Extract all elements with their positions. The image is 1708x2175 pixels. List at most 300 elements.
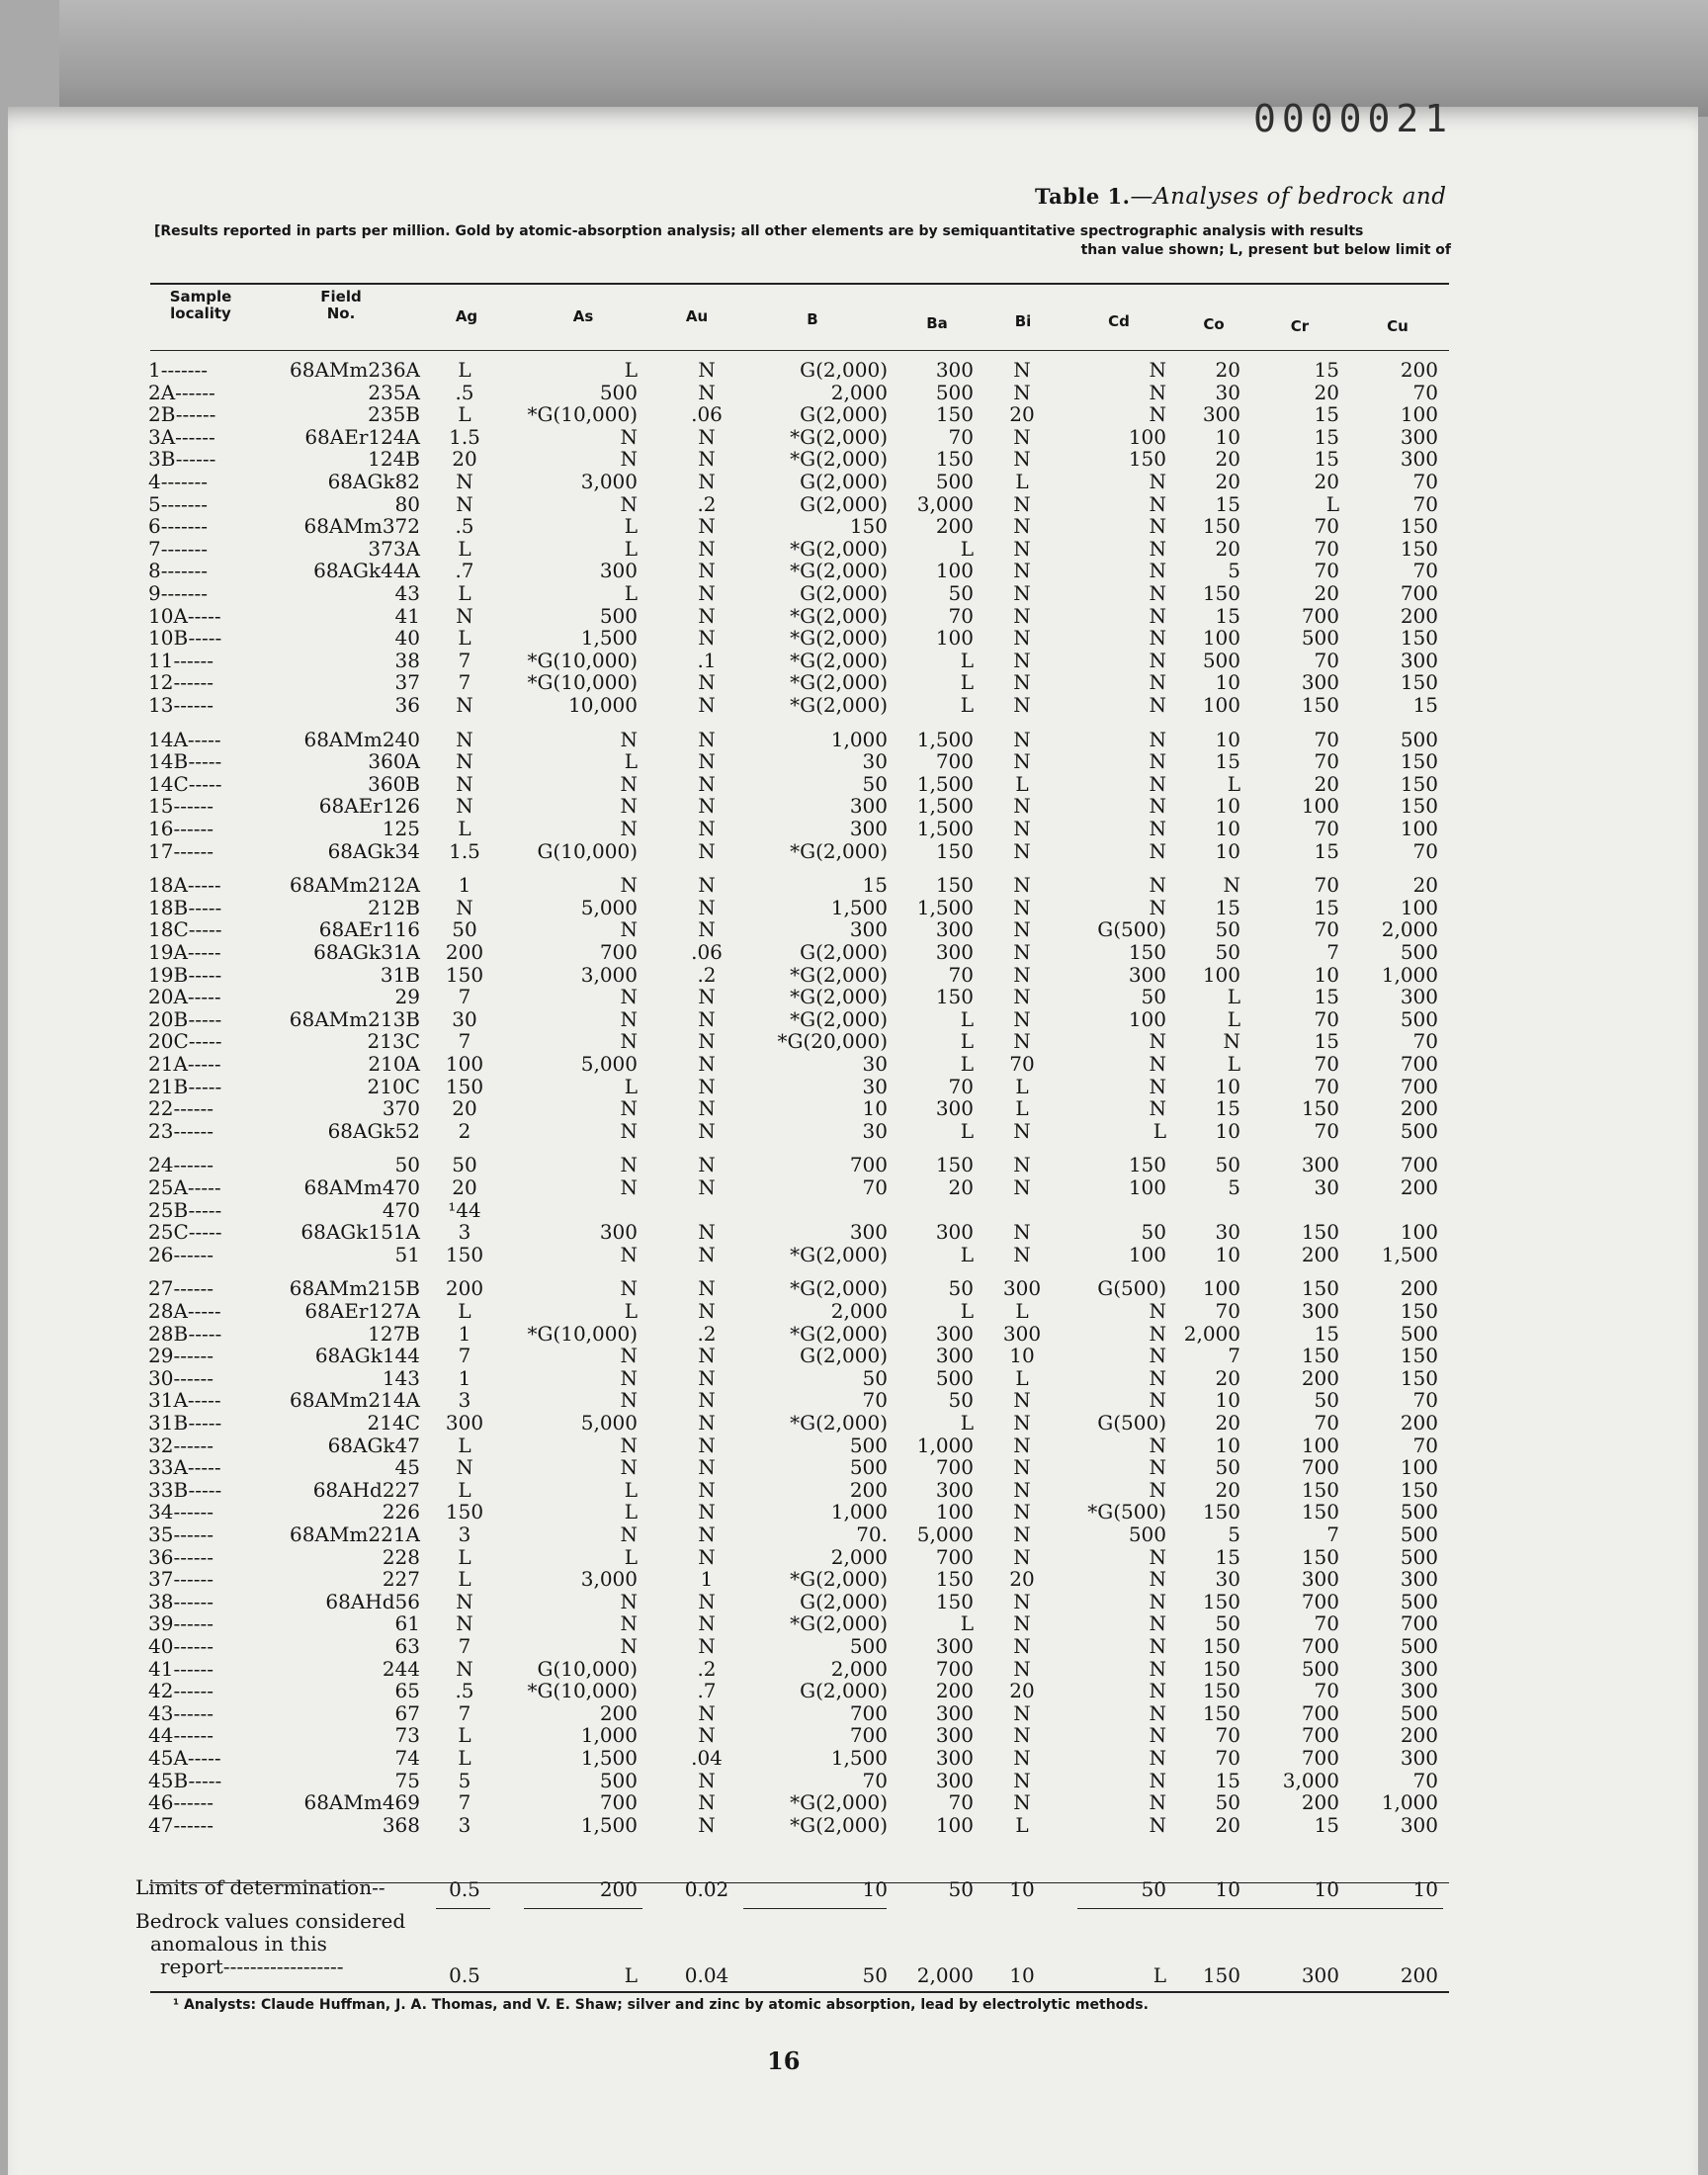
cell-sample: 10B-----: [148, 626, 222, 650]
cell-au: N: [698, 1701, 716, 1725]
cell-cu: 500: [1400, 1590, 1438, 1613]
cell-bi: N: [1013, 940, 1031, 964]
cell-au: N: [698, 1388, 716, 1412]
cell-bi: N: [1013, 1220, 1031, 1244]
cell-cd: N: [1149, 514, 1166, 538]
cell-cd: N: [1149, 670, 1166, 694]
table-row: [0, 1389, 1708, 1411]
cell-as: N: [620, 985, 638, 1008]
cell-cd: N: [1149, 1344, 1166, 1367]
cell-as: N: [620, 1344, 638, 1367]
table-bottom-rule: [150, 1991, 1449, 1993]
cell-sample: 14B-----: [148, 749, 222, 773]
cell-au: N: [698, 817, 716, 840]
cell-au: N: [698, 728, 716, 751]
cell-ba: 5,000: [916, 1522, 974, 1546]
cell-ba: L: [960, 1029, 974, 1053]
cell-bi: N: [1013, 1790, 1031, 1814]
header-field-line2: No.: [326, 304, 356, 322]
cell-as: 300: [599, 559, 638, 582]
cell-as: 1,500: [580, 1813, 638, 1837]
cell-cu: 150: [1400, 1478, 1438, 1502]
header-field-line1: Field: [320, 288, 362, 305]
cell-cd: N: [1149, 873, 1166, 897]
table-row: [0, 1523, 1708, 1545]
cell-bi: N: [1013, 917, 1031, 941]
cell-b: 30: [862, 749, 888, 773]
cell-co: 20: [1215, 447, 1240, 471]
cell-field: 50: [394, 1153, 420, 1176]
cell-bi: L: [1015, 1096, 1029, 1120]
cell-cu: 200: [1400, 1276, 1438, 1300]
cell-as: 1,000: [580, 1723, 638, 1747]
cell-cr: 700: [1301, 1746, 1339, 1770]
cell-cr: 10: [1314, 963, 1339, 987]
cell-cr: 70: [1314, 1052, 1339, 1076]
cell-ag: 150: [445, 1075, 484, 1098]
cell-b: G(2,000): [800, 492, 888, 516]
cell-cr: 70: [1314, 1611, 1339, 1635]
cell-as: 1,500: [580, 1746, 638, 1770]
cell-as: N: [620, 1366, 638, 1390]
cell-cd: N: [1149, 1052, 1166, 1076]
cell-ag: L: [458, 626, 471, 650]
cell-field: 68AGk82: [327, 470, 420, 493]
cell-ba: 300: [935, 940, 974, 964]
cell-cd: N: [1149, 1590, 1166, 1613]
cell-as: 3,000: [580, 470, 638, 493]
cell-bi: N: [1013, 1590, 1031, 1613]
cell-co: 20: [1215, 1366, 1240, 1390]
cell-bi: N: [1013, 1746, 1031, 1770]
limits-rule-ag: [436, 1908, 490, 1909]
anomalous-cr: 300: [1301, 1963, 1339, 1987]
cell-ag: 7: [458, 1634, 471, 1658]
cell-field: 36: [394, 693, 420, 717]
cell-bi: N: [1013, 896, 1031, 919]
cell-co: 10: [1215, 728, 1240, 751]
cell-bi: N: [1013, 537, 1031, 561]
cell-ag: L: [458, 1567, 471, 1591]
cell-sample: 10A-----: [148, 604, 221, 628]
header-cr: Cr: [1290, 317, 1310, 335]
cell-ba: 300: [935, 917, 974, 941]
cell-au: N: [698, 470, 716, 493]
cell-sample: 14C-----: [148, 772, 222, 796]
cell-cd: N: [1149, 649, 1166, 672]
cell-cr: 70: [1314, 1679, 1339, 1702]
cell-ag: 7: [458, 649, 471, 672]
cell-cr: 20: [1314, 581, 1339, 605]
cell-bi: N: [1013, 693, 1031, 717]
cell-sample: 35------: [148, 1522, 214, 1546]
table-row: [0, 560, 1708, 581]
table-row: [0, 1367, 1708, 1389]
cell-co: N: [1223, 1029, 1240, 1053]
cell-b: 2,000: [830, 381, 888, 404]
cell-b: G(2,000): [800, 358, 888, 382]
cell-cu: 70: [1412, 1769, 1438, 1792]
cell-bi: N: [1013, 1455, 1031, 1479]
table-row: [0, 1277, 1708, 1299]
table-row: [0, 1747, 1708, 1769]
cell-as: N: [620, 1611, 638, 1635]
cell-au: N: [698, 1029, 716, 1053]
cell-sample: 36------: [148, 1545, 214, 1569]
cell-sample: 16------: [148, 817, 214, 840]
cell-co: 50: [1215, 940, 1240, 964]
table-row: [0, 1612, 1708, 1634]
cell-cd: N: [1149, 1322, 1166, 1346]
cell-cd: N: [1149, 1634, 1166, 1658]
cell-b: 700: [849, 1153, 888, 1176]
cell-bi: N: [1013, 1434, 1031, 1457]
cell-ba: 700: [935, 1455, 974, 1479]
cell-cu: 200: [1400, 604, 1438, 628]
cell-field: 68AHd227: [312, 1478, 420, 1502]
cell-as: N: [620, 447, 638, 471]
cell-bi: N: [1013, 817, 1031, 840]
table-row: [0, 795, 1708, 817]
cell-ba: 70: [948, 425, 974, 449]
cell-b: 2,000: [830, 1299, 888, 1323]
cell-cu: 500: [1400, 1701, 1438, 1725]
cell-au: N: [698, 514, 716, 538]
cell-co: 50: [1215, 917, 1240, 941]
cell-co: 70: [1215, 1723, 1240, 1747]
table-row: [0, 1199, 1708, 1221]
cell-b: *G(2,000): [790, 963, 888, 987]
cell-au: N: [698, 1590, 716, 1613]
cell-ba: 50: [948, 1276, 974, 1300]
cell-b: *G(2,000): [790, 839, 888, 863]
cell-field: 214C: [367, 1411, 420, 1435]
cell-ba: 3,000: [916, 492, 974, 516]
cell-b: *G(2,000): [790, 1611, 888, 1635]
cell-field: 68AGk151A: [300, 1220, 420, 1244]
cell-co: 30: [1215, 381, 1240, 404]
cell-ba: 70: [948, 1075, 974, 1098]
cell-ag: N: [456, 728, 473, 751]
cell-field: 68AMm214A: [290, 1388, 420, 1412]
cell-b: *G(20,000): [777, 1029, 888, 1053]
cell-ag: 7: [458, 670, 471, 694]
cell-field: 68AEr116: [318, 917, 420, 941]
cell-field: 235B: [368, 402, 420, 426]
cell-cu: 500: [1400, 728, 1438, 751]
cell-as: N: [620, 1243, 638, 1266]
cell-cu: 15: [1412, 693, 1438, 717]
cell-cu: 500: [1400, 1119, 1438, 1143]
cell-cd: G(500): [1097, 1276, 1166, 1300]
table-row: [0, 650, 1708, 671]
cell-cu: 300: [1400, 447, 1438, 471]
cell-bi: N: [1013, 1119, 1031, 1143]
cell-as: 1,500: [580, 626, 638, 650]
cell-co: N: [1223, 873, 1240, 897]
cell-cu: 2,000: [1381, 917, 1438, 941]
limits-rule-b: [743, 1908, 887, 1909]
limits-row: [0, 1875, 1708, 1901]
cell-ba: L: [960, 1611, 974, 1635]
cell-cu: 100: [1400, 896, 1438, 919]
cell-au: N: [698, 772, 716, 796]
table-row: [0, 1154, 1708, 1175]
cell-cd: N: [1149, 1723, 1166, 1747]
anomalous-cu: 200: [1400, 1963, 1438, 1987]
cell-bi: N: [1013, 873, 1031, 897]
cell-cu: 500: [1400, 1322, 1438, 1346]
cell-ba: 150: [935, 447, 974, 471]
limit-as: 200: [599, 1877, 638, 1901]
cell-b: *G(2,000): [790, 604, 888, 628]
footnote: ¹ Analysts: Claude Huffman, J. A. Thomas, and V. E. Shaw; silver and zinc by atomic absorption, lead by electrolytic methods.: [173, 1997, 1149, 2013]
cell-field: 37: [394, 670, 420, 694]
cell-co: 100: [1202, 693, 1240, 717]
cell-field: 127B: [368, 1322, 420, 1346]
cell-sample: 26------: [148, 1243, 214, 1266]
limit-cu: 10: [1412, 1877, 1438, 1901]
anomalous-as: L: [624, 1963, 638, 1987]
cell-ag: 1.5: [449, 839, 480, 863]
cell-as: N: [620, 1175, 638, 1199]
cell-bi: 20: [1009, 1679, 1035, 1702]
cell-ba: 700: [935, 749, 974, 773]
table-row: [0, 1568, 1708, 1590]
cell-sample: 25C-----: [148, 1220, 222, 1244]
cell-au: N: [698, 693, 716, 717]
cell-b: 50: [862, 1366, 888, 1390]
cell-cr: 150: [1301, 1276, 1339, 1300]
cell-cd: N: [1149, 817, 1166, 840]
cell-cu: 100: [1400, 1220, 1438, 1244]
cell-sample: 32------: [148, 1434, 214, 1457]
cell-field: 470: [382, 1198, 420, 1222]
table-row: [0, 874, 1708, 896]
cell-b: 300: [849, 917, 888, 941]
cell-cr: 15: [1314, 985, 1339, 1008]
header-ag: Ag: [455, 307, 478, 325]
cell-cu: 100: [1400, 1455, 1438, 1479]
cell-field: 124B: [368, 447, 420, 471]
cell-cu: 300: [1400, 1746, 1438, 1770]
cell-sample: 6-------: [148, 514, 209, 538]
cell-cr: 70: [1314, 1075, 1339, 1098]
table-row: [0, 403, 1708, 425]
cell-au: N: [698, 537, 716, 561]
cell-cu: 70: [1412, 1029, 1438, 1053]
cell-au: N: [698, 985, 716, 1008]
cell-field: 373A: [368, 537, 420, 561]
cell-bi: N: [1013, 1153, 1031, 1176]
cell-b: *G(2,000): [790, 693, 888, 717]
cell-ba: L: [960, 649, 974, 672]
cell-cr: 150: [1301, 1344, 1339, 1367]
cell-au: N: [698, 1153, 716, 1176]
cell-cd: N: [1149, 1029, 1166, 1053]
cell-cu: 700: [1400, 1075, 1438, 1098]
cell-ag: 150: [445, 1243, 484, 1266]
cell-bi: N: [1013, 1243, 1031, 1266]
cell-as: N: [620, 1522, 638, 1546]
cell-au: N: [698, 896, 716, 919]
table-row: [0, 840, 1708, 862]
anomalous-label-line2: anomalous in this: [150, 1932, 327, 1956]
header-ba: Ba: [926, 314, 948, 332]
cell-as: 500: [599, 1769, 638, 1792]
cell-sample: 5-------: [148, 492, 209, 516]
cell-au: N: [698, 1411, 716, 1435]
cell-cd: *G(500): [1087, 1500, 1166, 1523]
cell-cu: 70: [1412, 470, 1438, 493]
cell-co: 150: [1202, 1634, 1240, 1658]
cell-bi: N: [1013, 749, 1031, 773]
cell-b: *G(2,000): [790, 1411, 888, 1435]
header-cd: Cd: [1108, 312, 1130, 330]
table-row: [0, 773, 1708, 795]
cell-au: N: [698, 873, 716, 897]
cell-b: *G(2,000): [790, 1276, 888, 1300]
cell-cd: N: [1149, 358, 1166, 382]
cell-b: *G(2,000): [790, 537, 888, 561]
cell-cu: 300: [1400, 985, 1438, 1008]
cell-cu: 200: [1400, 1175, 1438, 1199]
cell-cd: 100: [1128, 425, 1166, 449]
cell-cr: 70: [1314, 1411, 1339, 1435]
cell-cu: 500: [1400, 1634, 1438, 1658]
cell-sample: 41------: [148, 1657, 214, 1681]
table-title-prefix: Table 1.: [1035, 184, 1131, 209]
table-row: [0, 359, 1708, 381]
cell-as: L: [624, 1075, 638, 1098]
cell-bi: N: [1013, 1769, 1031, 1792]
cell-au: N: [698, 447, 716, 471]
cell-as: N: [620, 1388, 638, 1412]
cell-sample: 2A------: [148, 381, 215, 404]
cell-sample: 45A-----: [148, 1746, 221, 1770]
cell-sample: 18C-----: [148, 917, 222, 941]
cell-cr: 200: [1301, 1243, 1339, 1266]
table-row: [0, 1702, 1708, 1724]
table-row: [0, 1053, 1708, 1075]
cell-cr: 500: [1301, 626, 1339, 650]
cell-field: 40: [394, 626, 420, 650]
table-row: [0, 1635, 1708, 1657]
cell-au: N: [698, 1634, 716, 1658]
cell-ag: 100: [445, 1052, 484, 1076]
cell-field: 210A: [368, 1052, 420, 1076]
cell-ag: 50: [452, 917, 477, 941]
table-row: [0, 1300, 1708, 1322]
cell-sample: 42------: [148, 1679, 214, 1702]
cell-sample: 21B-----: [148, 1075, 222, 1098]
cell-bi: N: [1013, 1701, 1031, 1725]
cell-as: N: [620, 425, 638, 449]
anomalous-au: 0.04: [684, 1963, 729, 1987]
cell-sample: 1-------: [148, 358, 209, 382]
cell-cu: 150: [1400, 670, 1438, 694]
cell-b: 700: [849, 1723, 888, 1747]
cell-bi: N: [1013, 381, 1031, 404]
cell-cr: 150: [1301, 1500, 1339, 1523]
cell-ag: 200: [445, 940, 484, 964]
cell-ag: 7: [458, 1029, 471, 1053]
cell-cr: 150: [1301, 1545, 1339, 1569]
cell-field: 68AEr126: [318, 794, 420, 818]
cell-cr: 700: [1301, 1701, 1339, 1725]
cell-cd: 500: [1128, 1522, 1166, 1546]
cell-ba: 70: [948, 963, 974, 987]
cell-cr: 100: [1301, 1434, 1339, 1457]
cell-ag: L: [458, 1545, 471, 1569]
cell-cu: 70: [1412, 1388, 1438, 1412]
cell-cu: 70: [1412, 381, 1438, 404]
cell-cu: 300: [1400, 425, 1438, 449]
page-number: 16: [767, 2046, 801, 2075]
cell-ba: 300: [935, 1344, 974, 1367]
cell-sample: 18A-----: [148, 873, 221, 897]
cell-cu: 700: [1400, 1611, 1438, 1635]
cell-cd: N: [1149, 1679, 1166, 1702]
header-sample-line2: locality: [170, 304, 231, 322]
cell-field: 228: [382, 1545, 420, 1569]
cell-ba: 1,500: [916, 896, 974, 919]
cell-cd: 50: [1141, 1220, 1166, 1244]
cell-co: 150: [1202, 1590, 1240, 1613]
cell-bi: N: [1013, 670, 1031, 694]
cell-ba: 300: [935, 1723, 974, 1747]
table-row: [0, 694, 1708, 716]
cell-sample: 11------: [148, 649, 214, 672]
cell-bi: N: [1013, 985, 1031, 1008]
cell-bi: N: [1013, 492, 1031, 516]
anomalous-co: 150: [1202, 1963, 1240, 1987]
cell-cu: 700: [1400, 1153, 1438, 1176]
cell-as: L: [624, 1299, 638, 1323]
cell-ag: 2: [458, 1119, 471, 1143]
cell-bi: 10: [1009, 1344, 1035, 1367]
cell-ag: 200: [445, 1276, 484, 1300]
cell-bi: N: [1013, 559, 1031, 582]
limits-rule-as: [524, 1908, 642, 1909]
cell-cu: 150: [1400, 1299, 1438, 1323]
cell-cu: 150: [1400, 626, 1438, 650]
cell-ba: 1,500: [916, 772, 974, 796]
cell-cd: N: [1149, 1545, 1166, 1569]
cell-field: 74: [394, 1746, 420, 1770]
cell-sample: 25B-----: [148, 1198, 222, 1222]
cell-field: 68AEr127A: [304, 1299, 420, 1323]
cell-co: 5: [1228, 1522, 1240, 1546]
cell-sample: 12------: [148, 670, 214, 694]
cell-cr: 70: [1314, 559, 1339, 582]
cell-cd: N: [1149, 1790, 1166, 1814]
cell-cu: 300: [1400, 1657, 1438, 1681]
cell-field: 68AMm213B: [289, 1007, 420, 1031]
cell-field: 68AGk52: [327, 1119, 420, 1143]
cell-ba: 50: [948, 1388, 974, 1412]
cell-co: L: [1227, 772, 1240, 796]
cell-au: N: [698, 1522, 716, 1546]
cell-b: G(2,000): [800, 581, 888, 605]
cell-as: N: [620, 794, 638, 818]
cell-au: N: [698, 1096, 716, 1120]
cell-sample: 38------: [148, 1590, 214, 1613]
cell-sample: 44------: [148, 1723, 214, 1747]
cell-ba: 100: [935, 559, 974, 582]
cell-ag: N: [456, 693, 473, 717]
cell-cr: 70: [1314, 649, 1339, 672]
